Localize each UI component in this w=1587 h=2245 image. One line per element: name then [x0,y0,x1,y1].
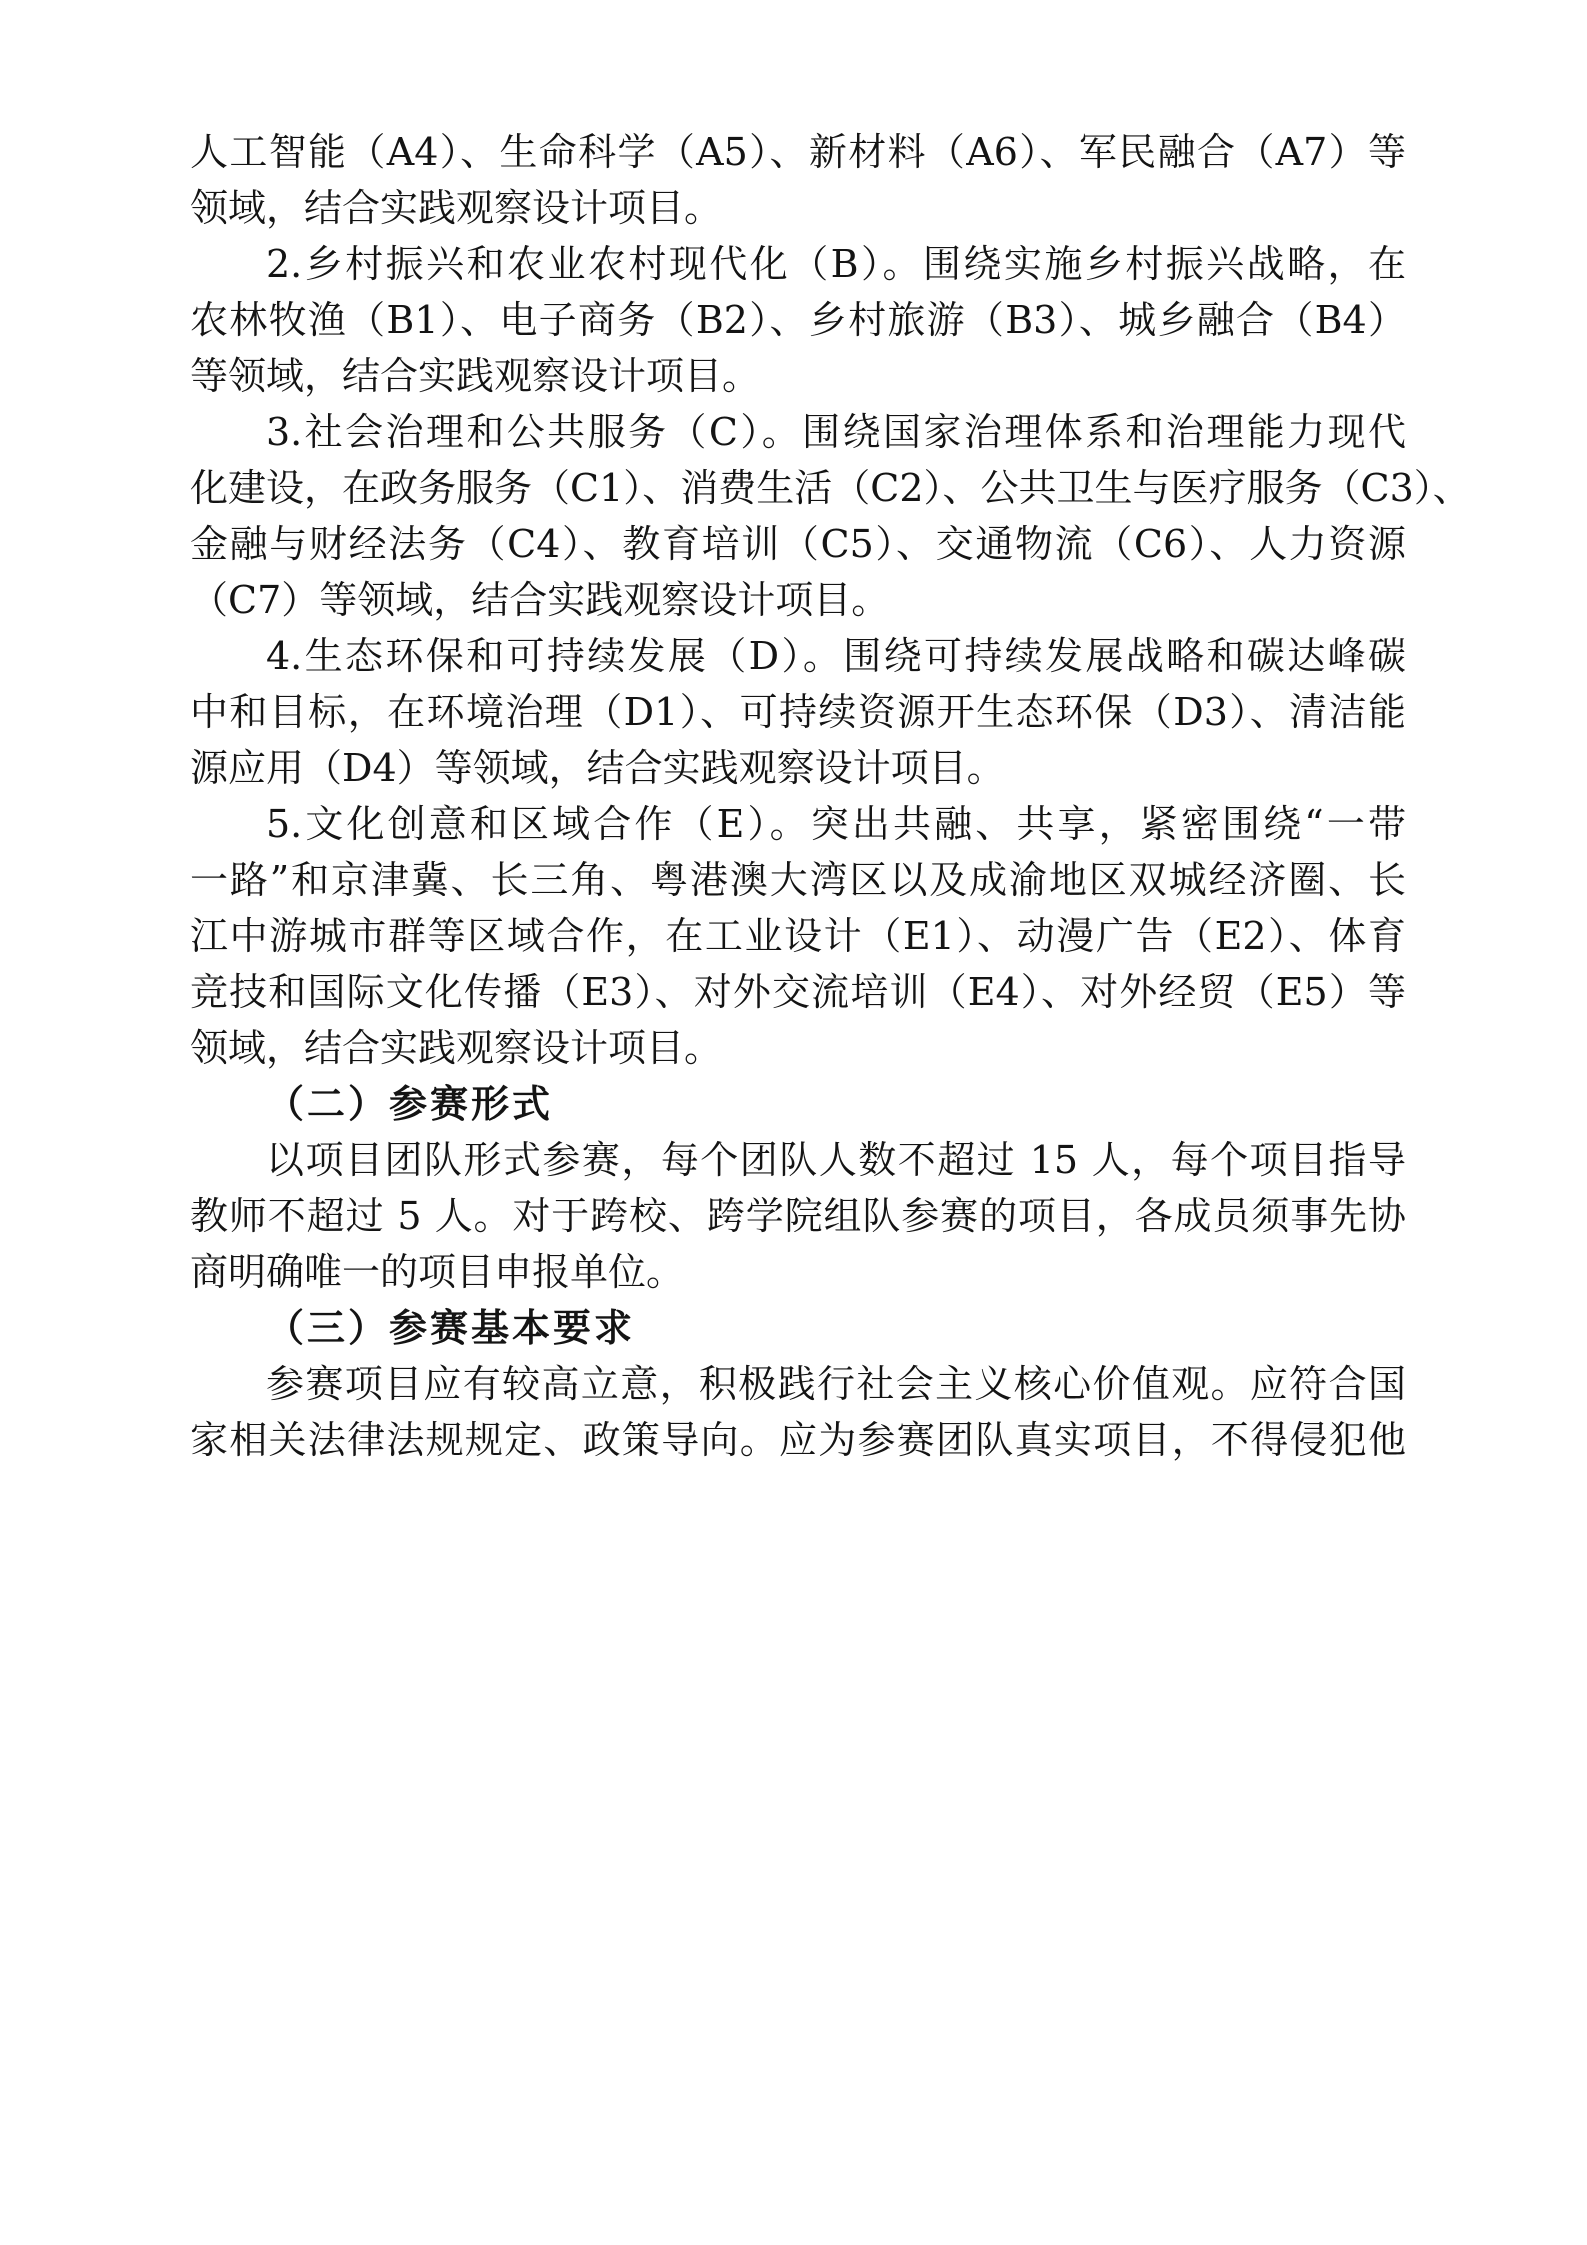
paragraph-line: 人工智能（A4）、生命科学（A5）、新材料（A6）、军民融合（A7）等 [190,130,1406,174]
paragraph-line: 2.乡村振兴和农业农村现代化（B）。围绕实施乡村振兴战略，在 [266,242,1406,286]
section-heading: （三）参赛基本要求 [266,1306,636,1350]
paragraph-line: 参赛项目应有较高立意，积极践行社会主义核心价值观。应符合国 [266,1362,1406,1406]
paragraph-line: 5.文化创意和区域合作（E）。突出共融、共享，紧密围绕“一带 [266,802,1406,846]
paragraph-line: 农林牧渔（B1）、电子商务（B2）、乡村旅游（B3）、城乡融合（B4） [190,298,1406,342]
paragraph-line: （C7）等领域，结合实践观察设计项目。 [190,578,890,622]
paragraph-line: 领域，结合实践观察设计项目。 [190,186,723,230]
paragraph-line: 以项目团队形式参赛，每个团队人数不超过 15 人，每个项目指导 [266,1138,1406,1182]
paragraph-line: 金融与财经法务（C4）、教育培训（C5）、交通物流（C6）、人力资源 [190,522,1406,566]
paragraph-line: 领域，结合实践观察设计项目。 [190,1026,723,1070]
section-heading: （二）参赛形式 [266,1082,554,1126]
paragraph-line: 化建设，在政务服务（C1）、消费生活（C2）、公共卫生与医疗服务（C3）、 [190,466,1471,510]
paragraph-line: 商明确唯一的项目申报单位。 [190,1250,685,1294]
paragraph-line: 家相关法律法规规定、政策导向。应为参赛团队真实项目，不得侵犯他 [190,1418,1406,1462]
paragraph-line: 竞技和国际文化传播（E3）、对外交流培训（E4）、对外经贸（E5）等 [190,970,1406,1014]
paragraph-line: 中和目标，在环境治理（D1）、可持续资源开生态环保（D3）、清洁能 [190,690,1406,734]
paragraph-line: 3.社会治理和公共服务（C）。围绕国家治理体系和治理能力现代 [266,410,1406,454]
paragraph-line: 教师不超过 5 人。对于跨校、跨学院组队参赛的项目，各成员须事先协 [190,1194,1406,1238]
document-page [190,0,1471,2245]
paragraph-line: 一路”和京津冀、长三角、粤港澳大湾区以及成渝地区双城经济圈、长 [190,858,1406,902]
paragraph-line: 等领域，结合实践观察设计项目。 [190,354,761,398]
paragraph-line: 源应用（D4）等领域，结合实践观察设计项目。 [190,746,1005,790]
paragraph-line: 4.生态环保和可持续发展（D）。围绕可持续发展战略和碳达峰碳 [266,634,1406,678]
paragraph-line: 江中游城市群等区域合作，在工业设计（E1）、动漫广告（E2）、体育 [190,914,1406,958]
